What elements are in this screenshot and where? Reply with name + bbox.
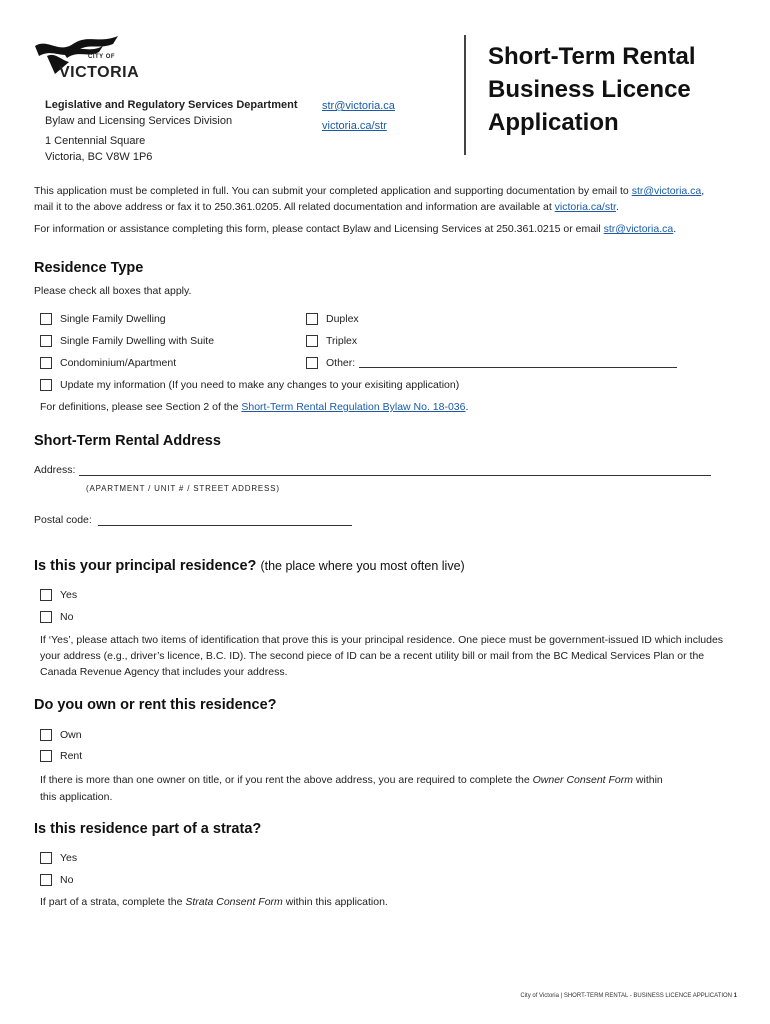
- checkbox[interactable]: [306, 335, 318, 347]
- city-logo: [33, 34, 143, 84]
- address-row: [34, 464, 711, 476]
- postal-label: Postal code:: [34, 514, 92, 526]
- option-condominium[interactable]: [40, 357, 176, 369]
- header-divider: [464, 35, 466, 155]
- note-text: .: [465, 401, 469, 413]
- option-label: Single Family Dwelling with Suite: [60, 335, 215, 347]
- address-hint: (APARTMENT / UNIT # / STREET ADDRESS): [86, 484, 280, 493]
- footer-text: City of Victoria | SHORT-TERM RENTAL - BUSINESS LICENCE APPLICATION: [520, 993, 732, 999]
- note-text: If part of a strata, complete the: [40, 896, 186, 908]
- strata-yes[interactable]: [40, 852, 77, 864]
- option-label: Yes: [60, 589, 78, 601]
- option-single-family[interactable]: [40, 313, 166, 325]
- option-duplex[interactable]: [306, 313, 359, 325]
- option-label: No: [60, 611, 74, 623]
- principal-no[interactable]: [40, 611, 73, 623]
- residence-type-heading: Residence Type: [34, 260, 144, 276]
- department-block: [45, 97, 297, 165]
- option-label: Update my information (If you need to make any changes to your exisiting application): [60, 379, 460, 391]
- intro-paragraph-2: [34, 221, 734, 237]
- note-line: Canada Revenue Agency that includes your address.: [40, 666, 288, 678]
- rent-option[interactable]: [40, 750, 82, 762]
- option-single-family-suite[interactable]: [40, 335, 214, 347]
- address-heading: Short-Term Rental Address: [34, 433, 221, 449]
- principal-heading-text: Is this your principal residence?: [34, 558, 257, 574]
- intro-text: For information or assistance completing this form, please contact Bylaw and Licensing Services at 250.361.0215 or email: [34, 223, 604, 235]
- note-line: If ‘Yes’, please attach two items of identification that prove this is your principal residence. One piece must be government-issued ID which includes: [40, 634, 724, 646]
- note-text: within this application.: [282, 896, 388, 908]
- definitions-note: [40, 401, 468, 413]
- strata-no[interactable]: [40, 874, 73, 886]
- principal-heading: [34, 558, 465, 574]
- dept-name: Legislative and Regulatory Services Department: [45, 99, 298, 111]
- checkbox[interactable]: [306, 313, 318, 325]
- own-option[interactable]: [40, 729, 82, 741]
- checkbox[interactable]: [40, 379, 52, 391]
- option-label: Condominium/Apartment: [60, 357, 177, 369]
- checkbox[interactable]: [40, 335, 52, 347]
- note-text: this application.: [40, 791, 113, 803]
- note-text: If there is more than one owner on title, or if you rent the above address, you are required to complete the: [40, 774, 533, 786]
- strata-consent-form-ref: Strata Consent Form: [185, 896, 283, 908]
- option-label: Duplex: [326, 313, 359, 325]
- title-line-1: Short-Term Rental: [488, 43, 696, 70]
- address-label: Address:: [34, 464, 76, 476]
- principal-note: [40, 632, 740, 680]
- own-rent-note: [40, 772, 740, 806]
- strata-note: [40, 896, 388, 908]
- intro-text: .: [615, 201, 619, 213]
- note-text: within: [633, 774, 663, 786]
- note-line: your address (e.g., driver’s licence, B.C. ID). The second piece of ID can be a recent utility bill or mail from the BC Medical Services Plan or the: [40, 650, 705, 662]
- postal-row: [34, 514, 352, 526]
- intro-text: ,: [701, 185, 705, 197]
- postal-code-field[interactable]: [98, 516, 352, 526]
- principal-heading-note: (the place where you most often live): [260, 559, 465, 573]
- form-title: [488, 40, 696, 139]
- intro-text: .: [673, 223, 677, 235]
- option-label: Yes: [60, 852, 78, 864]
- option-label: No: [60, 874, 74, 886]
- page-number: 1: [733, 993, 737, 999]
- option-label: Own: [60, 729, 82, 741]
- checkbox[interactable]: [40, 313, 52, 325]
- intro-text: This application must be completed in full. You can submit your completed application and supporting documentation by email to: [34, 185, 632, 197]
- option-label: Other:: [326, 357, 356, 369]
- owner-consent-form-ref: Owner Consent Form: [532, 774, 633, 786]
- intro-email-link[interactable]: str@victoria.ca: [631, 185, 702, 197]
- title-line-3: Application: [488, 109, 619, 136]
- residence-type-instruction: Please check all boxes that apply.: [34, 285, 192, 297]
- contact-block: [322, 97, 395, 135]
- principal-yes[interactable]: [40, 589, 77, 601]
- address-line-2: Victoria, BC V8W 1P6: [45, 151, 153, 163]
- checkbox[interactable]: [306, 357, 318, 369]
- contact-website-link[interactable]: victoria.ca/str: [322, 120, 387, 132]
- title-line-2: Business Licence: [488, 76, 691, 103]
- option-label: Single Family Dwelling: [60, 313, 166, 325]
- page-footer: [520, 993, 737, 999]
- bylaw-link[interactable]: Short-Term Rental Regulation Bylaw No. 18-036: [241, 401, 466, 413]
- option-triplex[interactable]: [306, 335, 357, 347]
- division-name: Bylaw and Licensing Services Division: [45, 115, 233, 127]
- intro-website-link[interactable]: victoria.ca/str: [554, 201, 616, 213]
- address-line-1: 1 Centennial Square: [45, 135, 146, 147]
- checkbox[interactable]: [40, 589, 52, 601]
- strata-heading: Is this residence part of a strata?: [34, 821, 262, 837]
- own-rent-heading: Do you own or rent this residence?: [34, 697, 277, 713]
- contact-email-link[interactable]: str@victoria.ca: [322, 100, 395, 112]
- option-other[interactable]: [306, 357, 677, 369]
- address-field[interactable]: [79, 466, 711, 476]
- other-field[interactable]: [359, 358, 677, 368]
- checkbox[interactable]: [40, 729, 52, 741]
- logo-city-of: CITY OF: [88, 54, 116, 60]
- intro-text: mail it to the above address or fax it to 250.361.0205. All related documentation and information are available at: [34, 201, 555, 213]
- checkbox[interactable]: [40, 357, 52, 369]
- option-label: Rent: [60, 750, 83, 762]
- assist-email-link[interactable]: str@victoria.ca: [603, 223, 674, 235]
- checkbox[interactable]: [40, 874, 52, 886]
- checkbox[interactable]: [40, 611, 52, 623]
- option-update-info[interactable]: [40, 379, 459, 391]
- intro-paragraph-1: [34, 183, 734, 215]
- logo-victoria: VICTORIA: [59, 64, 140, 81]
- checkbox[interactable]: [40, 852, 52, 864]
- checkbox[interactable]: [40, 750, 52, 762]
- option-label: Triplex: [326, 335, 358, 347]
- note-text: For definitions, please see Section 2 of the: [40, 401, 242, 413]
